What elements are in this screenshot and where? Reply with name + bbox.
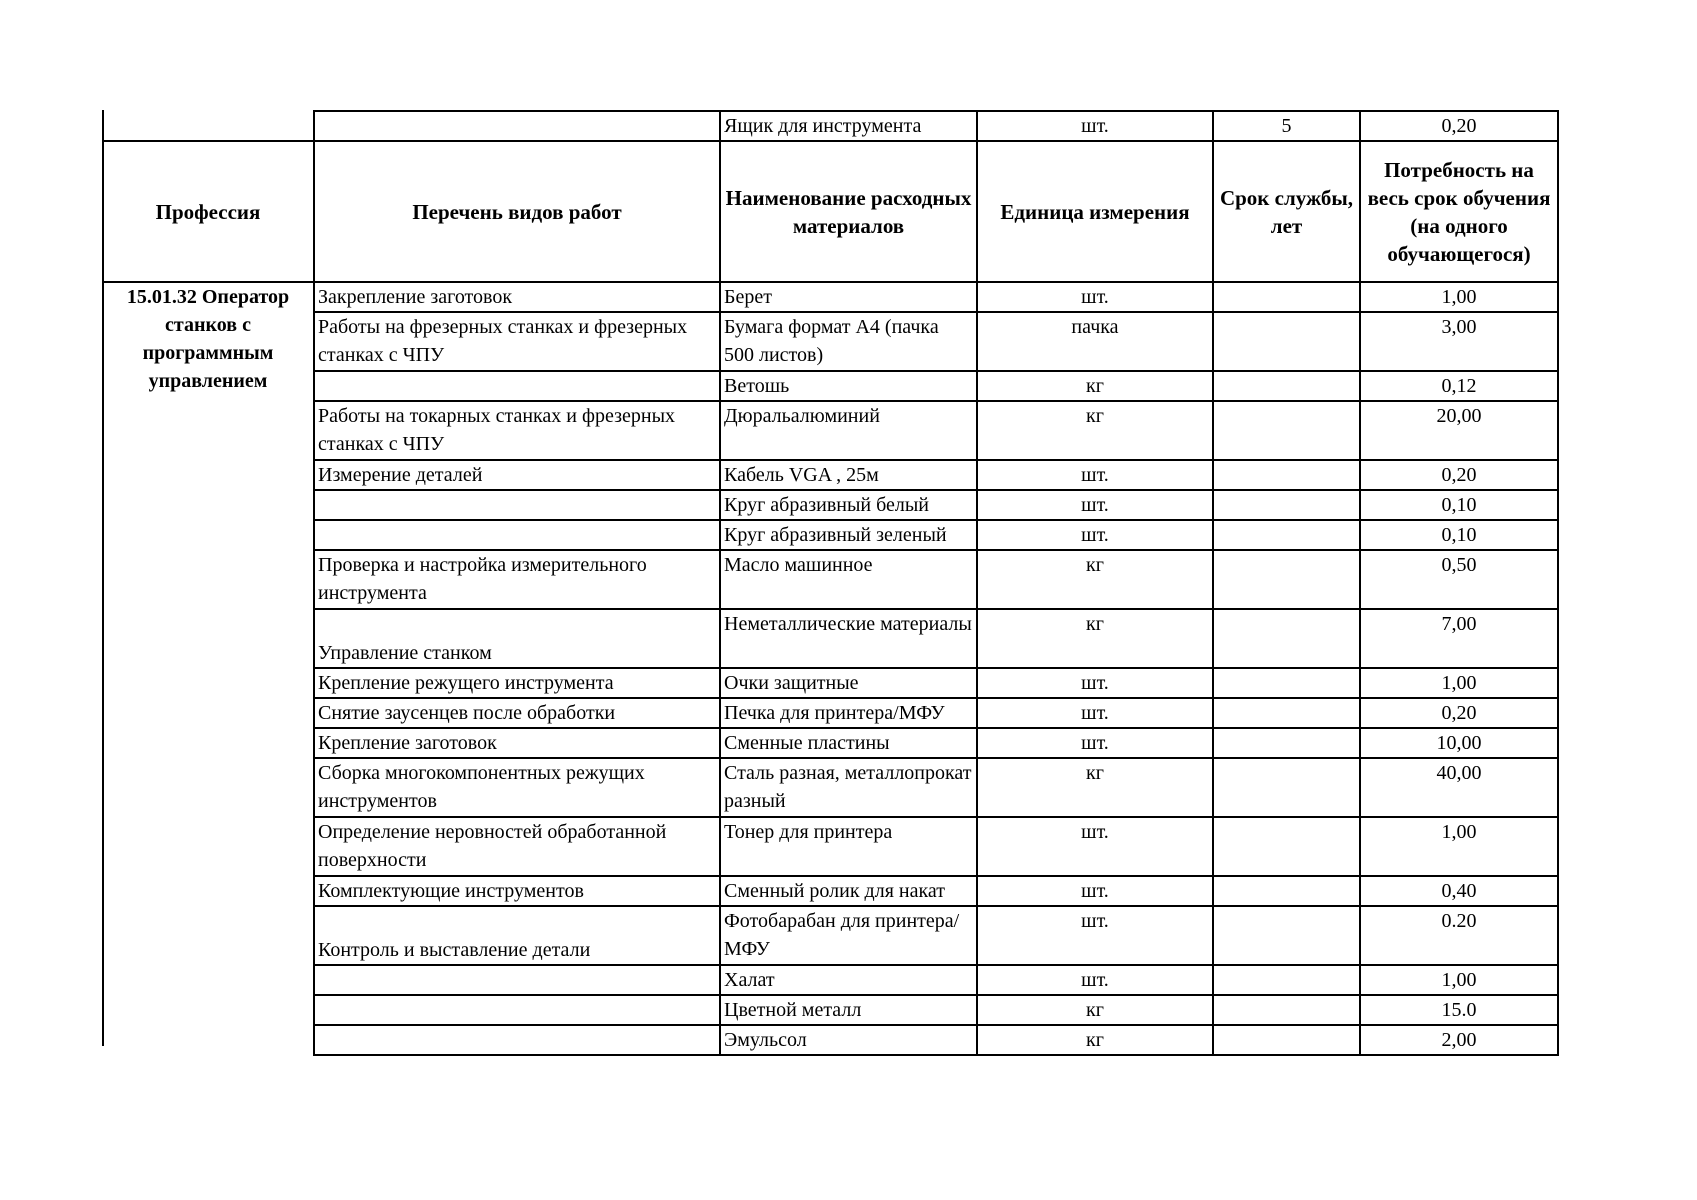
term-cell	[1213, 490, 1360, 520]
works-cell	[314, 111, 720, 141]
table-row	[103, 668, 1558, 698]
need-cell: 15.0	[1360, 995, 1558, 1025]
term-cell	[1213, 550, 1360, 609]
need-cell: 0,20	[1360, 111, 1558, 141]
table-row	[103, 520, 1558, 550]
material-cell: Неметаллические материалы	[720, 609, 977, 668]
material-cell: Круг абразивный белый	[720, 490, 977, 520]
need-cell: 0,10	[1360, 490, 1558, 520]
header-need: Потребность на весь срок обучения (на одного обучающегося)	[1360, 141, 1558, 282]
table-row	[103, 550, 1558, 609]
works-cell: Работы на фрезерных станках и фрезерных станках с ЧПУ	[314, 312, 720, 371]
unit-cell: шт.	[977, 668, 1213, 698]
need-cell: 20,00	[1360, 401, 1558, 460]
term-cell	[1213, 520, 1360, 550]
unit-cell: кг	[977, 609, 1213, 668]
works-cell: Управление станком	[314, 609, 720, 668]
need-cell: 1,00	[1360, 965, 1558, 995]
table-row	[103, 758, 1558, 817]
unit-cell: кг	[977, 1025, 1213, 1055]
material-cell: Халат	[720, 965, 977, 995]
unit-cell: шт.	[977, 282, 1213, 312]
material-cell: Цветной металл	[720, 995, 977, 1025]
header-profession: Профессия	[103, 141, 314, 282]
need-cell: 0,50	[1360, 550, 1558, 609]
material-cell: Эмульсол	[720, 1025, 977, 1055]
table-row	[103, 728, 1558, 758]
works-cell: Определение неровностей обработанной поверхности	[314, 817, 720, 876]
table-row	[103, 282, 1558, 312]
unit-cell: кг	[977, 758, 1213, 817]
table-row	[103, 1025, 1558, 1055]
term-cell	[1213, 609, 1360, 668]
works-cell: Закрепление заготовок	[314, 282, 720, 312]
works-cell	[314, 520, 720, 550]
table-row	[103, 876, 1558, 906]
term-cell	[1213, 371, 1360, 401]
unit-cell: шт.	[977, 698, 1213, 728]
table-row-top	[103, 111, 1558, 141]
need-cell: 2,00	[1360, 1025, 1558, 1055]
need-cell: 40,00	[1360, 758, 1558, 817]
table-row	[103, 460, 1558, 490]
term-cell	[1213, 460, 1360, 490]
material-cell: Бумага формат А4 (пачка 500 листов)	[720, 312, 977, 371]
material-cell: Тонер для принтера	[720, 817, 977, 876]
term-cell: 5	[1213, 111, 1360, 141]
table-header-row	[103, 141, 1558, 282]
material-cell: Дюральалюминий	[720, 401, 977, 460]
works-cell: Измерение деталей	[314, 460, 720, 490]
need-cell: 0,20	[1360, 698, 1558, 728]
term-cell	[1213, 906, 1360, 965]
term-cell	[1213, 995, 1360, 1025]
term-cell	[1213, 817, 1360, 876]
table-row	[103, 817, 1558, 876]
material-cell: Круг абразивный зеленый	[720, 520, 977, 550]
term-cell	[1213, 1025, 1360, 1055]
need-cell: 10,00	[1360, 728, 1558, 758]
term-cell	[1213, 668, 1360, 698]
material-cell: Кабель VGA , 25м	[720, 460, 977, 490]
table-row	[103, 312, 1558, 371]
unit-cell: кг	[977, 550, 1213, 609]
table-row	[103, 965, 1558, 995]
works-cell: Сборка многокомпонентных режущих инструментов	[314, 758, 720, 817]
unit-cell: шт.	[977, 490, 1213, 520]
works-cell	[314, 371, 720, 401]
need-cell: 0.20	[1360, 906, 1558, 965]
unit-cell: шт.	[977, 906, 1213, 965]
material-cell: Масло машинное	[720, 550, 977, 609]
term-cell	[1213, 282, 1360, 312]
unit-cell: шт.	[977, 965, 1213, 995]
works-cell: Комплектующие инструментов	[314, 876, 720, 906]
table-row	[103, 371, 1558, 401]
unit-cell: шт.	[977, 111, 1213, 141]
material-cell: Сменные пластины	[720, 728, 977, 758]
table-row	[103, 698, 1558, 728]
unit-cell: кг	[977, 371, 1213, 401]
need-cell: 1,00	[1360, 817, 1558, 876]
material-cell: Печка для принтера/МФУ	[720, 698, 977, 728]
material-cell: Ветошь	[720, 371, 977, 401]
profession-cell-empty	[103, 111, 314, 141]
profession-cell: 15.01.32 Оператор станков с программным управлением	[103, 282, 314, 1055]
unit-cell: шт.	[977, 728, 1213, 758]
need-cell: 0,20	[1360, 460, 1558, 490]
materials-table	[103, 110, 1559, 1056]
need-cell: 0,10	[1360, 520, 1558, 550]
material-cell: Ящик для инструмента	[720, 111, 977, 141]
material-cell: Фотобарабан для принтера/ МФУ	[720, 906, 977, 965]
works-cell: Контроль и выставление детали	[314, 906, 720, 965]
need-cell: 1,00	[1360, 282, 1558, 312]
need-cell: 3,00	[1360, 312, 1558, 371]
header-term: Срок службы, лет	[1213, 141, 1360, 282]
works-cell: Крепление заготовок	[314, 728, 720, 758]
need-cell: 0,40	[1360, 876, 1558, 906]
term-cell	[1213, 401, 1360, 460]
need-cell: 7,00	[1360, 609, 1558, 668]
unit-cell: шт.	[977, 460, 1213, 490]
header-works: Перечень видов работ	[314, 141, 720, 282]
unit-cell: шт.	[977, 520, 1213, 550]
material-cell: Берет	[720, 282, 977, 312]
table-row	[103, 401, 1558, 460]
works-cell: Снятие заусенцев после обработки	[314, 698, 720, 728]
unit-cell: шт.	[977, 817, 1213, 876]
table-row	[103, 995, 1558, 1025]
table-row	[103, 906, 1558, 965]
term-cell	[1213, 698, 1360, 728]
works-cell	[314, 965, 720, 995]
unit-cell: кг	[977, 995, 1213, 1025]
material-cell: Сменный ролик для накат	[720, 876, 977, 906]
works-cell: Работы на токарных станках и фрезерных станках с ЧПУ	[314, 401, 720, 460]
term-cell	[1213, 728, 1360, 758]
works-cell: Крепление режущего инструмента	[314, 668, 720, 698]
header-material: Наименование расходных материалов	[720, 141, 977, 282]
unit-cell: кг	[977, 401, 1213, 460]
unit-cell: пачка	[977, 312, 1213, 371]
need-cell: 0,12	[1360, 371, 1558, 401]
need-cell: 1,00	[1360, 668, 1558, 698]
material-cell: Очки защитные	[720, 668, 977, 698]
material-cell: Сталь разная, металлопрокат разный	[720, 758, 977, 817]
works-cell: Проверка и настройка измерительного инструмента	[314, 550, 720, 609]
works-cell	[314, 995, 720, 1025]
table-row	[103, 609, 1558, 668]
header-unit: Единица измерения	[977, 141, 1213, 282]
term-cell	[1213, 965, 1360, 995]
works-cell	[314, 1025, 720, 1055]
table-row	[103, 490, 1558, 520]
term-cell	[1213, 758, 1360, 817]
works-cell	[314, 490, 720, 520]
unit-cell: шт.	[977, 876, 1213, 906]
term-cell	[1213, 876, 1360, 906]
term-cell	[1213, 312, 1360, 371]
